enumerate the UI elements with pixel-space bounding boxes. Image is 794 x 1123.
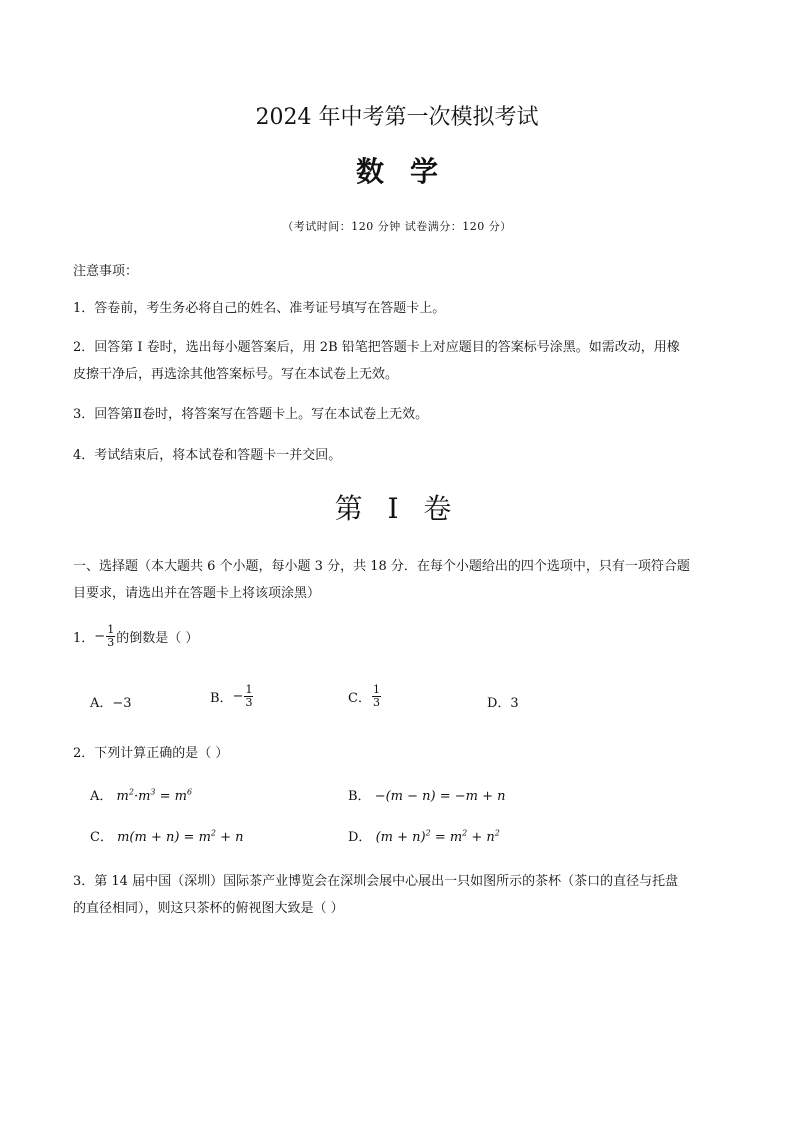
- exam-info: （考试时间：120 分钟 试卷满分：120 分）: [282, 220, 512, 233]
- notice-item-3: 3．回答第Ⅱ卷时，将答案写在答题卡上。写在本试卷上无效。: [73, 407, 429, 422]
- question-2-option-b: [348, 785, 506, 804]
- section-instructions-line1: 一、选择题（本大题共 6 个小题，每小题 3 分，共 18 分．在每个小题给出的四个选项中，只有一项符合题: [73, 559, 690, 574]
- question-1-fraction: [106, 624, 115, 649]
- question-1-number: 1．: [73, 631, 95, 646]
- notice-item-2: 2．回答第 I 卷时，选出每小题答案后，用 2B 铅笔把答题卡上对应题目的答案标号涂黑。如需改动，用橡: [73, 340, 680, 355]
- option-a-label: A．: [90, 789, 113, 804]
- subject-title: 数学: [355, 155, 464, 188]
- option-b-sign: −: [232, 689, 244, 704]
- section-title: 第 I 卷: [334, 492, 460, 525]
- option-b-label: B．: [348, 789, 371, 804]
- option-b-label: B．: [210, 691, 233, 706]
- option-c-label: C．: [90, 830, 113, 845]
- question-2-option-c: [90, 826, 244, 845]
- option-d-label: D．: [348, 830, 372, 845]
- question-1-option-a: A．−3: [90, 696, 132, 711]
- option-c-label: C．: [348, 691, 371, 706]
- question-3-line1: 3．第 14 届中国（深圳）国际茶产业博览会在深圳会展中心展出一只如图所示的茶杯（茶口的直径与托盘: [73, 874, 679, 889]
- notice-item-2-cont: 皮擦干净后，再选涂其他答案标号。写在本试卷上无效。: [73, 367, 399, 382]
- question-1-option-d: D．3: [487, 696, 519, 711]
- fraction-denominator: 3: [245, 696, 253, 709]
- notice-item-4: 4．考试结束后，将本试卷和答题卡一并交回。: [73, 448, 342, 463]
- fraction-denominator: 3: [107, 636, 115, 649]
- question-1-stem-tail: 的倒数是（ ）: [116, 631, 199, 646]
- question-2-stem: 2．下列计算正确的是（ ）: [73, 746, 229, 761]
- option-b-fraction: [244, 684, 253, 709]
- option-c-fraction: [372, 684, 381, 709]
- exam-title: 2024 年中考第一次模拟考试: [255, 105, 539, 130]
- question-3-line2: 的直径相同），则这只茶杯的俯视图大致是（ ）: [73, 901, 344, 916]
- question-2-option-d: [348, 826, 500, 845]
- notice-item-1: 1．答卷前，考生务必将自己的姓名、准考证号填写在答题卡上。: [73, 301, 446, 316]
- question-1-sign: −: [94, 629, 106, 644]
- option-c-formula: $m(m + n) = m^2 + n$: [117, 828, 244, 845]
- section-instructions-line2: 目要求，请选出并在答题卡上将该项涂黑）: [73, 586, 321, 601]
- notice-heading: 注意事项：: [73, 264, 139, 279]
- fraction-numerator: 1: [107, 623, 115, 636]
- question-1-option-c: [348, 684, 382, 709]
- question-2-option-a: [90, 785, 192, 804]
- option-a-formula: $m^2\cdot m^3 = m^6$: [116, 787, 193, 804]
- fraction-numerator: 1: [245, 683, 253, 696]
- fraction-numerator: 1: [372, 683, 380, 696]
- question-1-stem: [73, 624, 198, 649]
- option-d-formula: $(m + n)^2 = m^2 + n^2$: [375, 828, 500, 845]
- question-1-option-b: [210, 684, 254, 709]
- option-b-formula: −(m − n) = −m + n: [374, 789, 506, 804]
- fraction-denominator: 3: [372, 696, 380, 709]
